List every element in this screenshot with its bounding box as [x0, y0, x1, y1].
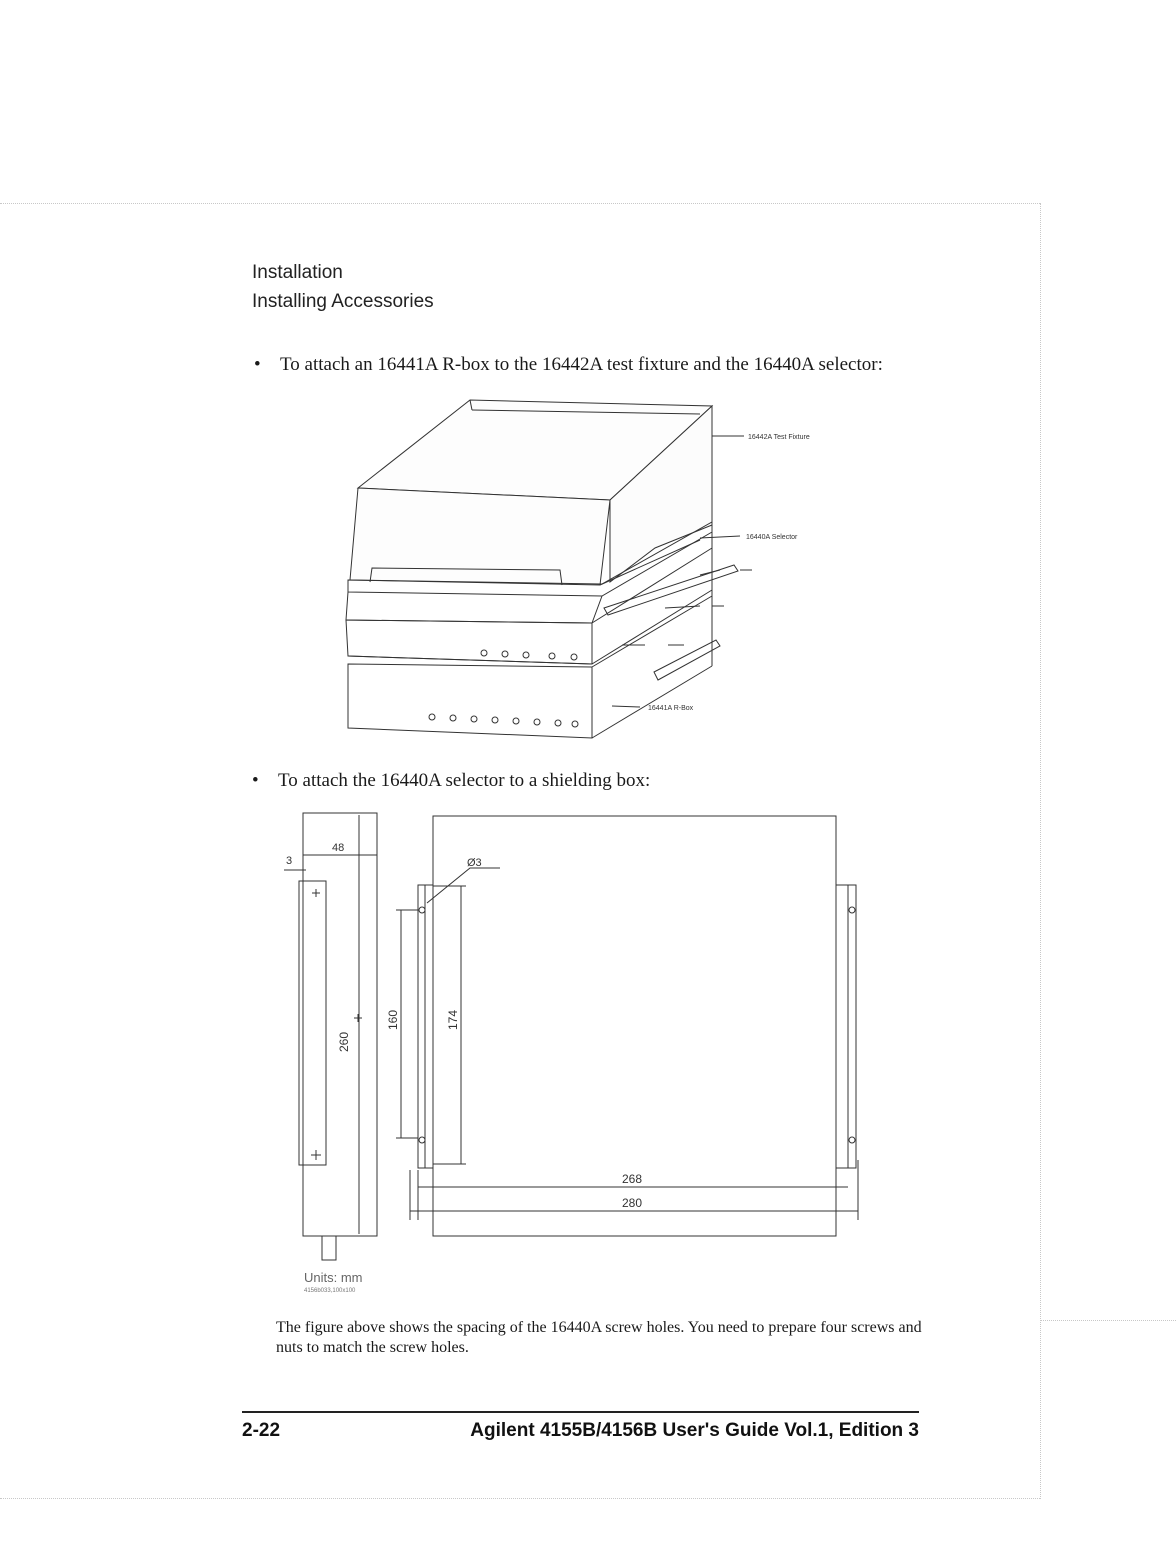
assembly-figure: [346, 400, 752, 738]
bullet-rbox-text: To attach an 16441A R-box to the 16442A test fixture and the 16440A selector:: [280, 354, 883, 375]
dim-268: 268: [622, 1172, 643, 1186]
mounting-figure: [284, 813, 858, 1260]
figure-id: 4156b033,100x100: [304, 1288, 356, 1294]
dim-hole-diameter: Ø3: [467, 857, 482, 869]
rbox-body: [348, 664, 592, 738]
page-number: 2-22: [242, 1420, 281, 1441]
selector-connectors: [481, 650, 577, 660]
bullet-shielding-text: To attach the 16440A selector to a shielding box:: [278, 770, 651, 791]
footer-rule: [242, 1411, 919, 1413]
dim-3: 3: [286, 855, 293, 867]
bullet-dot: •: [252, 770, 259, 791]
units-note: Units: mm: [304, 1270, 363, 1285]
bracket-lower: [654, 640, 720, 680]
bracket-tab: [322, 1236, 336, 1260]
body-paragraph: The figure above shows the spacing of the 16440A screw holes. You need to prepare four screws and nuts to match the screw holes.: [276, 1319, 922, 1356]
dim-48: 48: [332, 842, 345, 854]
label-test-fixture: 16442A Test Fixture: [748, 434, 810, 441]
rbox-connectors: [429, 714, 578, 727]
section-title: Installation: [252, 262, 343, 283]
guide-title: Agilent 4155B/4156B User's Guide Vol.1, Edition 3: [470, 1420, 919, 1441]
label-selector: 16440A Selector: [746, 534, 798, 541]
dim-280: 280: [622, 1196, 643, 1210]
subsection-title: Installing Accessories: [252, 291, 434, 312]
bullet-dot: •: [254, 354, 261, 375]
dim-174: 174: [446, 1009, 460, 1030]
dim-160: 160: [386, 1009, 400, 1030]
dim-260: 260: [337, 1031, 351, 1052]
label-rbox: 16441A R-Box: [648, 705, 694, 712]
bracket-side-view: [303, 813, 377, 1236]
